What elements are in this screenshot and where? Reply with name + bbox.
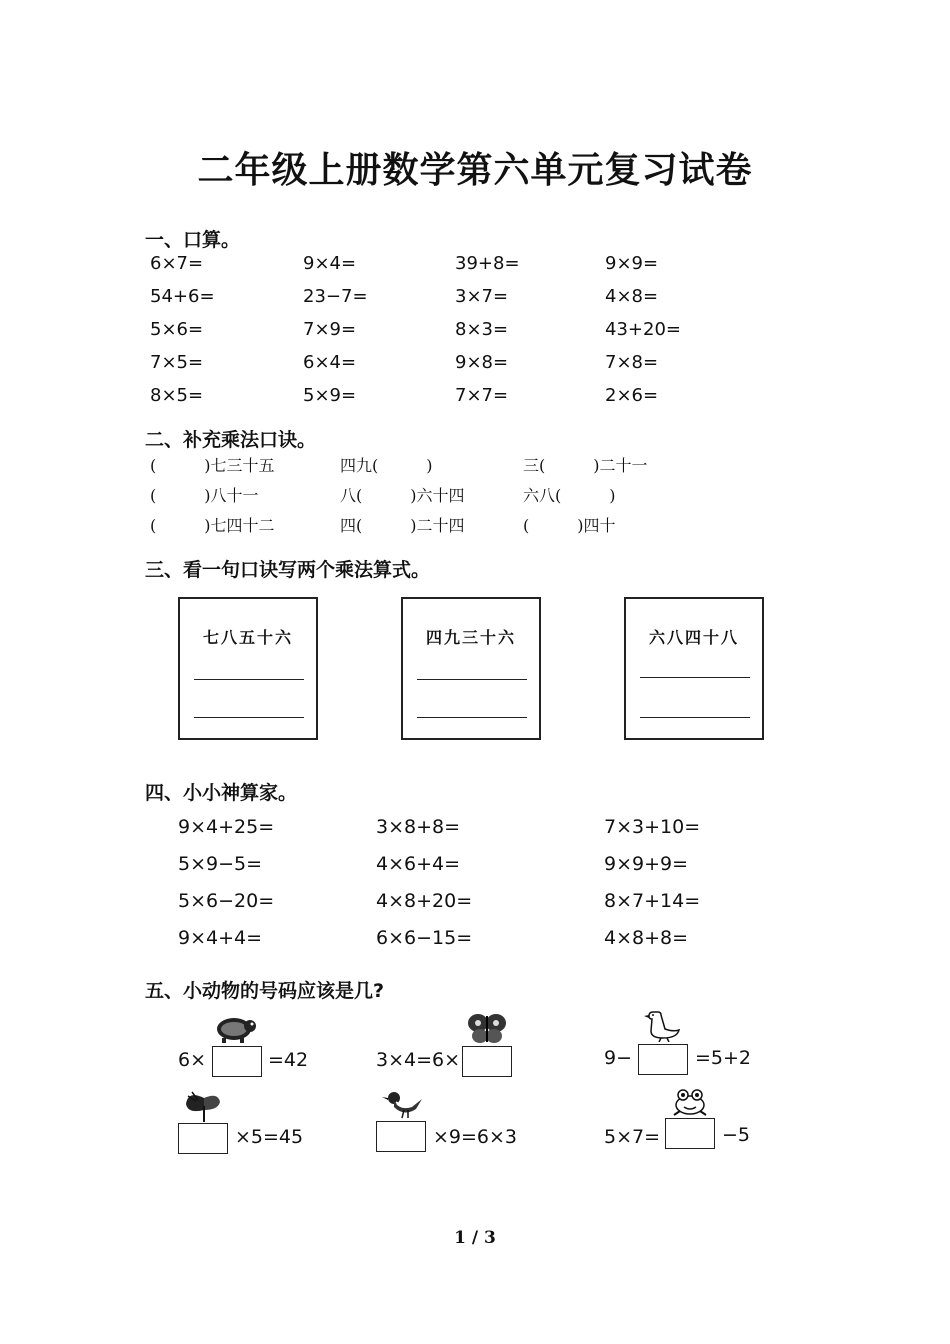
oral-calc-item: 7×5= xyxy=(150,352,204,373)
animal-eq-before: 9− xyxy=(604,1047,633,1069)
animal-eq-after: −5 xyxy=(722,1124,751,1146)
answer-line[interactable] xyxy=(640,717,750,718)
animal-eq-after: =5+2 xyxy=(695,1047,752,1069)
oral-calc-item: 7×9= xyxy=(303,319,357,340)
answer-box[interactable] xyxy=(462,1046,512,1077)
answer-box[interactable] xyxy=(212,1046,262,1077)
answer-box[interactable] xyxy=(178,1123,228,1154)
calc-item: 3×8+8= xyxy=(376,816,461,838)
calc-item: 9×9+9= xyxy=(604,853,689,875)
hedgehog-icon xyxy=(214,1013,258,1043)
oral-calc-item: 8×5= xyxy=(150,385,204,406)
answer-line[interactable] xyxy=(194,717,304,718)
rhyme-box-text: 六八四十八 xyxy=(648,628,739,647)
section2-heading: 二、补充乘法口诀。 xyxy=(145,429,317,451)
calc-item: 5×9−5= xyxy=(178,853,263,875)
animal-eq-after: =42 xyxy=(268,1049,309,1071)
rhyme-fill-item: ( )七三十五 xyxy=(150,456,275,475)
answer-line[interactable] xyxy=(417,679,527,680)
section4-heading: 四、小小神算家。 xyxy=(145,782,298,804)
section3-heading: 三、看一句口诀写两个乘法算式。 xyxy=(145,559,431,581)
rhyme-box-text: 七八五十六 xyxy=(202,628,293,647)
calc-item: 8×7+14= xyxy=(604,890,701,912)
rhyme-box xyxy=(624,597,764,740)
animal-eq-before: 3×4=6× xyxy=(376,1049,461,1071)
oral-calc-item: 6×7= xyxy=(150,253,204,274)
rhyme-fill-item: 四( )二十四 xyxy=(340,516,465,535)
calc-item: 9×4+25= xyxy=(178,816,275,838)
oral-calc-item: 9×9= xyxy=(605,253,659,274)
rhyme-fill-item: ( )八十一 xyxy=(150,486,259,505)
page-title: 二年级上册数学第六单元复习试卷 xyxy=(197,150,753,191)
section5-heading: 五、小动物的号码应该是几? xyxy=(145,980,385,1002)
animal-eq-before: 6× xyxy=(178,1049,207,1071)
rhyme-box-text: 四九三十六 xyxy=(425,628,516,647)
animal-eq-after: ×9=6×3 xyxy=(433,1126,518,1148)
calc-item: 5×6−20= xyxy=(178,890,275,912)
calc-item: 9×4+4= xyxy=(178,927,263,949)
oral-calc-item: 6×4= xyxy=(303,352,357,373)
calc-item: 7×3+10= xyxy=(604,816,701,838)
oral-calc-item: 4×8= xyxy=(605,286,659,307)
answer-line[interactable] xyxy=(194,679,304,680)
animal-eq-after: ×5=45 xyxy=(235,1126,304,1148)
page-number: 1 / 3 xyxy=(454,1228,496,1248)
animal-eq-before: 5×7= xyxy=(604,1126,661,1148)
answer-box[interactable] xyxy=(376,1121,426,1152)
answer-line[interactable] xyxy=(640,677,750,678)
oral-calc-item: 54+6= xyxy=(150,286,215,307)
calc-item: 4×8+8= xyxy=(604,927,689,949)
oral-calc-item: 9×8= xyxy=(455,352,509,373)
rhyme-fill-item: 三( )二十一 xyxy=(523,456,648,475)
oral-calc-item: 2×6= xyxy=(605,385,659,406)
goose-icon xyxy=(643,1008,683,1042)
oral-calc-item: 43+20= xyxy=(605,319,681,340)
oral-calc-item: 9×4= xyxy=(303,253,357,274)
rhyme-box xyxy=(401,597,541,740)
oral-calc-item: 8×3= xyxy=(455,319,509,340)
section1-heading: 一、口算。 xyxy=(145,229,241,251)
oral-calc-item: 23−7= xyxy=(303,286,368,307)
rhyme-fill-item: ( )七四十二 xyxy=(150,516,275,535)
butterfly-icon xyxy=(466,1012,508,1044)
moth-icon xyxy=(184,1088,224,1122)
rhyme-fill-item: 六八( ) xyxy=(523,486,616,505)
frog-icon xyxy=(670,1087,710,1117)
oral-calc-item: 5×9= xyxy=(303,385,357,406)
calc-item: 4×6+4= xyxy=(376,853,461,875)
rhyme-box xyxy=(178,597,318,740)
rhyme-fill-item: ( )四十 xyxy=(523,516,616,535)
oral-calc-item: 5×6= xyxy=(150,319,204,340)
bird-icon xyxy=(382,1088,424,1120)
calc-item: 4×8+20= xyxy=(376,890,473,912)
answer-box[interactable] xyxy=(638,1044,688,1075)
answer-line[interactable] xyxy=(417,717,527,718)
rhyme-fill-item: 四九( ) xyxy=(340,456,433,475)
calc-item: 6×6−15= xyxy=(376,927,473,949)
rhyme-fill-item: 八( )六十四 xyxy=(340,486,465,505)
oral-calc-item: 39+8= xyxy=(455,253,520,274)
answer-box[interactable] xyxy=(665,1118,715,1149)
oral-calc-item: 7×7= xyxy=(455,385,509,406)
oral-calc-item: 3×7= xyxy=(455,286,509,307)
oral-calc-item: 7×8= xyxy=(605,352,659,373)
